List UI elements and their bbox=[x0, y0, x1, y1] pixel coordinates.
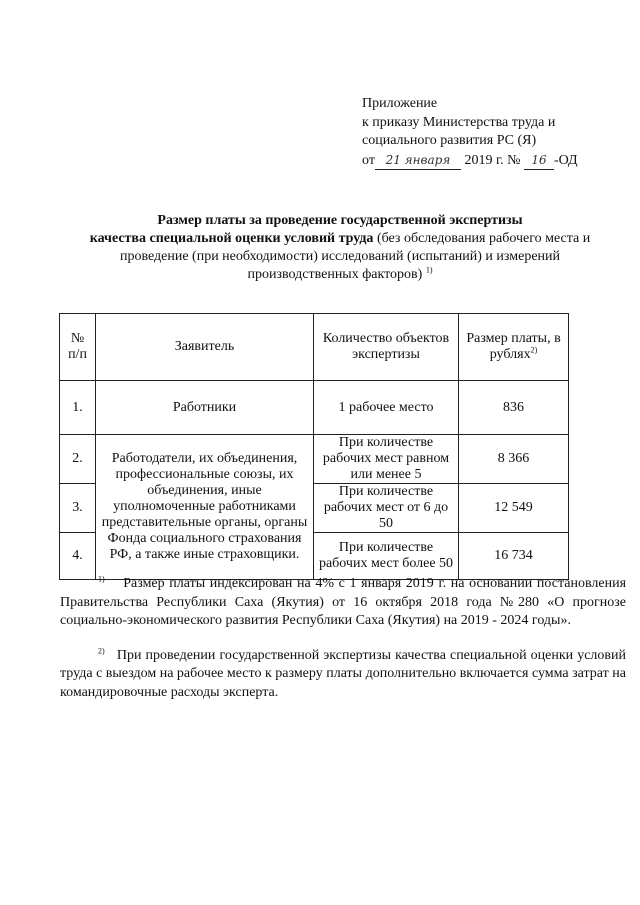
table-row bbox=[60, 381, 569, 435]
appendix-heading: Приложение bbox=[362, 96, 438, 111]
header-number: № п/п bbox=[60, 314, 96, 381]
appendix-date-line bbox=[362, 151, 632, 171]
title-footnote-mark: 1) bbox=[425, 265, 433, 275]
table-row bbox=[60, 435, 569, 484]
order-number-handwritten: 16 bbox=[524, 151, 554, 171]
row-applicant: Работники bbox=[96, 381, 314, 435]
title-line-2-rest: (без обследования рабочего места и bbox=[376, 231, 591, 246]
appendix-block bbox=[362, 95, 632, 170]
footnote-1-text: Размер платы индексирован на 4% с 1 января 2019 г. на основании постановления Правительства Республики Саха (Якутия) от 16 октября 2018 года №280 «О прогнозе социально-экономического развития Республики Саха (Якутия) на 2019 - 2024 годы». bbox=[60, 576, 627, 628]
document-title bbox=[60, 212, 620, 284]
title-line-3: проведение (при необходимости) исследований (испытаний) и измерений bbox=[119, 249, 561, 264]
header-fee: Размер платы, в рублях$^{2)}$ bbox=[459, 314, 569, 381]
row-fee: 836 bbox=[459, 381, 569, 435]
date-prefix: от bbox=[362, 152, 375, 168]
year-text: 2019 г. № bbox=[464, 152, 521, 168]
footnote-2 bbox=[60, 647, 626, 703]
footnote-2-text: При проведении государственной экспертизы качества специальной оценки условий труда с выездом на рабочее место к размеру платы дополнительно включается сумма затрат на командировочные расходы эксперта. bbox=[60, 647, 626, 700]
row-number: 2. bbox=[60, 435, 96, 484]
merged-applicant-cell: Работодатели, их объединения, профессиональные союзы, их объединения, иные уполномоченные работниками представительные органы, органы Фонда социального страхования РФ, а также иные страховщики. bbox=[96, 435, 314, 580]
header-objects: Количество объектов экспертизы bbox=[314, 314, 459, 381]
fee-table bbox=[59, 313, 569, 580]
row-fee: 12 549 bbox=[459, 484, 569, 533]
row-objects: При количестве рабочих мест более 50 bbox=[314, 533, 459, 580]
appendix-order-line: к приказу Министерства труда и bbox=[362, 114, 556, 130]
row-fee: 16 734 bbox=[459, 533, 569, 580]
row-number: 3. bbox=[60, 484, 96, 533]
date-handwritten: 21 января bbox=[375, 151, 461, 171]
footnote-2-mark: 2) bbox=[98, 645, 105, 655]
header-applicant: Заявитель bbox=[96, 314, 314, 381]
appendix-ministry-line: социального развития РС (Я) bbox=[362, 133, 537, 148]
row-objects: 1 рабочее место bbox=[314, 381, 459, 435]
footnotes bbox=[60, 575, 626, 702]
row-number: 1. bbox=[60, 381, 96, 435]
title-line-2-bold: качества специальной оценки условий труда bbox=[89, 231, 374, 246]
order-suffix: -ОД bbox=[553, 152, 578, 168]
row-fee: 8 366 bbox=[459, 435, 569, 484]
title-line-1: Размер платы за проведение государственной экспертизы bbox=[157, 213, 523, 228]
row-number: 4. bbox=[60, 533, 96, 580]
row-objects: При количестве рабочих мест от 6 до 50 bbox=[314, 484, 459, 533]
row-objects: При количестве рабочих мест равном или менее 5 bbox=[314, 435, 459, 484]
footnote-1 bbox=[60, 575, 626, 631]
table-header-row bbox=[60, 314, 569, 381]
footnote-1-mark: 1) bbox=[98, 574, 105, 584]
title-line-4: производственных факторов) bbox=[247, 267, 423, 282]
